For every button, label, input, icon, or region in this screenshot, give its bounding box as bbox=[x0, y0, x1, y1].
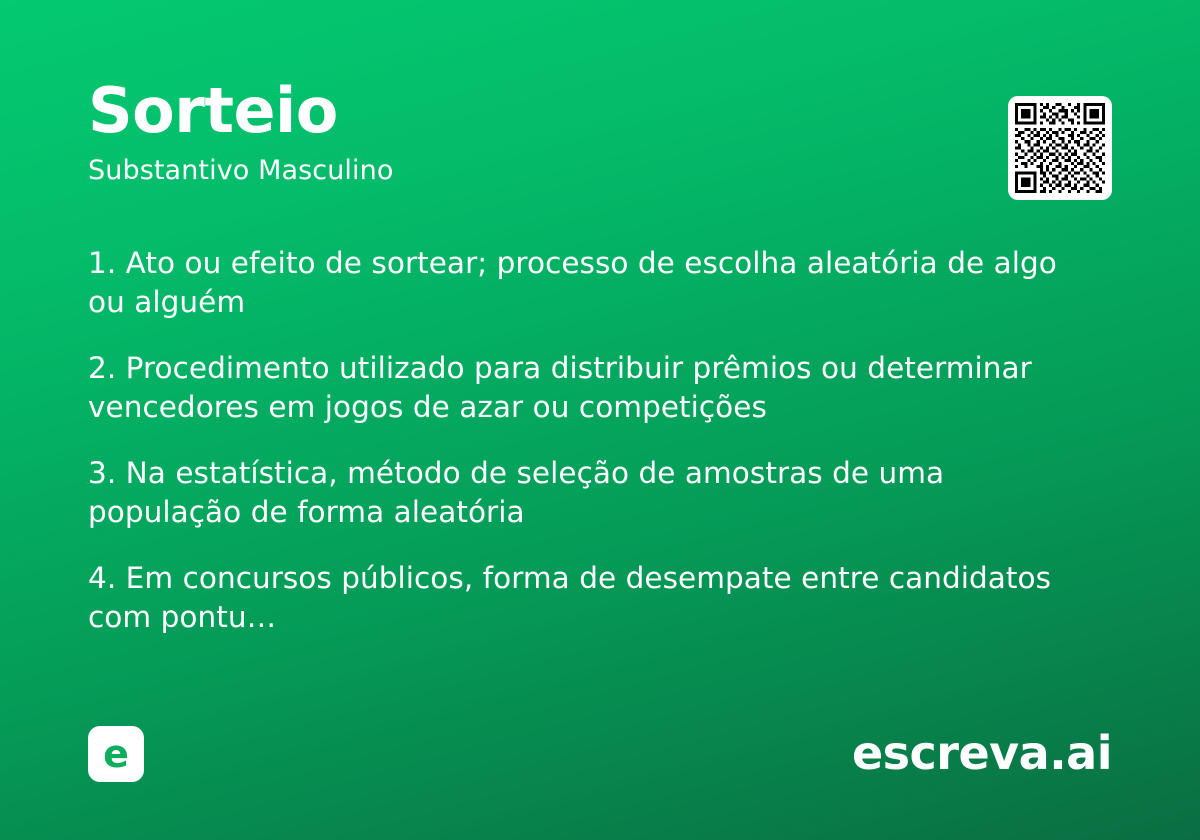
list-item: 4. Em concursos públicos, forma de desempate entre candidatos com pontu… bbox=[88, 560, 1052, 634]
page-title: Sorteio bbox=[88, 74, 338, 147]
logo-mark bbox=[88, 726, 144, 782]
list-item: 1. Ato ou efeito de sortear; processo de escolha aleatória de algo ou alguém bbox=[88, 246, 1057, 320]
part-of-speech: Substantivo Masculino bbox=[88, 155, 394, 187]
list-item: 3. Na estatística, método de seleção de amostras de uma população de forma aleatória bbox=[88, 455, 945, 529]
card-content bbox=[88, 74, 1112, 790]
brand-name: escreva.ai bbox=[851, 726, 1112, 780]
list-item: 2. Procedimento utilizado para distribuir prêmios ou determinar vencedores em jogos de azar ou competições bbox=[88, 350, 1032, 424]
card-footer bbox=[88, 726, 1112, 782]
logo-letter: e bbox=[103, 732, 129, 776]
definition-list bbox=[88, 244, 1103, 637]
